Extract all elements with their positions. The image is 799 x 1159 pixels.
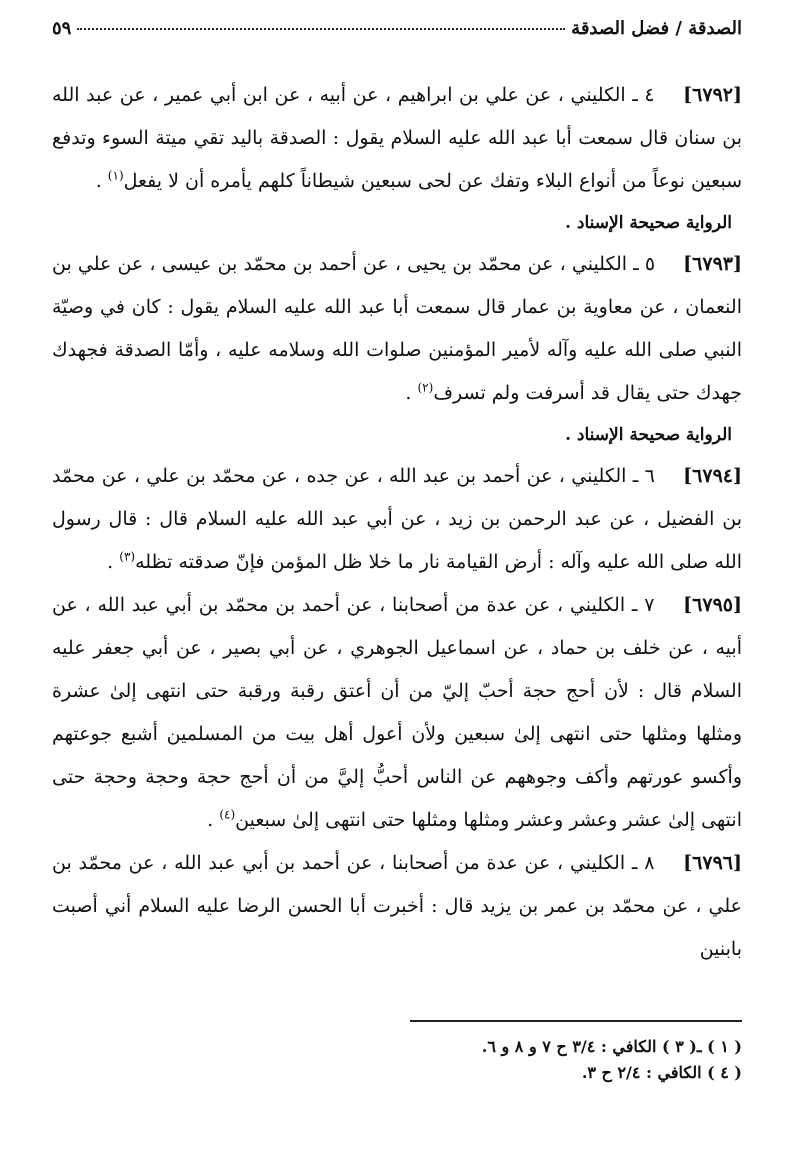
hadith-entry: [٦٧٩٢] ٤ ـ الكليني ، عن علي بن ابراهيم ، عن أبيه ، عن ابن أبي عمير ، عن عبد الله بن سنان قال سمعت أبا عبد الله عليه السلام يقول : الصدقة باليد تقي ميتة السوء وتدفع سبعين نوعاً من أنواع البلاء وتفك عن لحى سبعين شيطاناً كلهم يأمره أن لا يفعل$^{(١)}$ . (52, 84, 742, 192)
chain-grading: الرواية صحيحة الإسناد . (565, 213, 732, 233)
hadith-entry (52, 842, 742, 971)
page-number: ٥٩ (52, 18, 72, 39)
hadith-number: [٦٧٩٦] (683, 852, 742, 874)
hadith-entry: [٦٧٩٤] ٦ ـ الكليني ، عن أحمد بن عبد الله ، عن جده ، عن محمّد بن علي ، عن محمّد بن الفضيل ، عن عبد الرحمن بن زيد ، عن أبي عبد الله عليه السلام قال : قال رسول الله صلى الله عليه وآله : أرض القيامة نار ما خلا ظل المؤمن فإنّ صدقته تظله$^{(٣)}$ . (52, 465, 742, 573)
hadith-number: [٦٧٩٢] (683, 84, 742, 106)
footnote: ( ١ ) ـ( ٣ ) الكافي : ٣/٤ ح ٧ و ٨ و ٦. (481, 1037, 742, 1056)
running-header (52, 18, 742, 39)
footnote-ref: (١) (107, 168, 124, 183)
footnotes (200, 1034, 742, 1086)
hadith-text: ٧ ـ الكليني ، عن عدة من أصحابنا ، عن أحمد بن محمّد بن أبي عبد الله ، عن أبيه ، عن خلف بن حماد ، عن اسماعيل الجوهري ، عن أبي بصير ، عن أبي جعفر عليه السلام قال : لأن أحج حجة أحبّ إليّ من أن أعتق رقبة ورقبة حتى انتهى إلىٰ عشرة ومثلها ومثلها حتى انتهى إلىٰ سبعين ولأن أعول أهل بيت من المسلمين أشبع جوعتهم وأكسو عورتهم وأكف وجوههم عن الناس أحبُّ إليَّ من أن أحج حجة وحجة وحجة حتى انتهى إلىٰ عشر وعشر وعشر ومثلها ومثلها حتى انتهى إلىٰ سبعين (52, 594, 742, 831)
hadith-number: [٦٧٩٣] (683, 253, 742, 275)
chain-grading: الرواية صحيحة الإسناد . (565, 425, 732, 445)
dot-leader (77, 28, 565, 30)
footnote-ref: (٢) (417, 380, 434, 395)
hadith-text: ٦ ـ الكليني ، عن أحمد بن عبد الله ، عن جده ، عن محمّد بن علي ، عن محمّد بن الفضيل ، عن عبد الرحمن بن زيد ، عن أبي عبد الله عليه السلام قال : قال رسول الله صلى الله عليه وآله : أرض القيامة نار ما خلا ظل المؤمن فإنّ صدقته تظله (52, 465, 742, 573)
page-body (52, 74, 742, 971)
hadith-text: ٨ ـ الكليني ، عن عدة من أصحابنا ، عن أحمد بن أبي عبد الله ، عن محمّد بن علي ، عن محمّد بن عمر بن يزيد قال : أخبرت أبا الحسن الرضا عليه السلام أني أصبت بابنين (52, 852, 742, 960)
hadith-text: ٤ ـ الكليني ، عن علي بن ابراهيم ، عن أبيه ، عن ابن أبي عمير ، عن عبد الله بن سنان قال سمعت أبا عبد الله عليه السلام يقول : الصدقة باليد تقي ميتة السوء وتدفع سبعين نوعاً من أنواع البلاء وتفك عن لحى سبعين شيطاناً كلهم يأمره أن لا يفعل (52, 84, 742, 192)
header-title: الصدقة / فضل الصدقة (571, 18, 742, 39)
footnote: ( ٤ ) الكافي : ٢/٤ ح ٣. (581, 1063, 742, 1082)
footnote-ref: (٤) (219, 807, 236, 822)
hadith-entry: [٦٧٩٥] ٧ ـ الكليني ، عن عدة من أصحابنا ، عن أحمد بن محمّد بن أبي عبد الله ، عن أبيه ، عن خلف بن حماد ، عن اسماعيل الجوهري ، عن أبي بصير ، عن أبي جعفر عليه السلام قال : لأن أحج حجة أحبّ إليّ من أن أعتق رقبة ورقبة حتى انتهى إلىٰ عشرة ومثلها ومثلها حتى انتهى إلىٰ سبعين ولأن أعول أهل بيت من المسلمين أشبع جوعتهم وأكسو عورتهم وأكف وجوههم عن الناس أحبُّ إليَّ من أن أحج حجة وحجة وحجة حتى انتهى إلىٰ عشر وعشر وعشر ومثلها ومثلها حتى انتهى إلىٰ سبعين$^{(٤)}$ . (52, 594, 742, 831)
hadith-text: ٥ ـ الكليني ، عن محمّد بن يحيى ، عن أحمد بن محمّد بن عيسى ، عن علي بن النعمان ، عن معاوية بن عمار قال سمعت أبا عبد الله عليه السلام يقول : كان في وصيّة النبي صلى الله عليه وآله لأمير المؤمنين صلوات الله وسلامه عليه ، وأمّا الصدقة فجهدك جهدك حتى يقال قد أسرفت ولم تسرف (52, 253, 742, 404)
footnote-separator (410, 1020, 742, 1022)
hadith-entry: [٦٧٩٣] ٥ ـ الكليني ، عن محمّد بن يحيى ، عن أحمد بن محمّد بن عيسى ، عن علي بن النعمان ، عن معاوية بن عمار قال سمعت أبا عبد الله عليه السلام يقول : كان في وصيّة النبي صلى الله عليه وآله لأمير المؤمنين صلوات الله وسلامه عليه ، وأمّا الصدقة فجهدك جهدك حتى يقال قد أسرفت ولم تسرف$^{(٢)}$ . (52, 253, 742, 404)
footnote-ref: (٣) (119, 549, 136, 564)
hadith-number: [٦٧٩٤] (683, 465, 742, 487)
hadith-number: [٦٧٩٥] (683, 594, 742, 616)
